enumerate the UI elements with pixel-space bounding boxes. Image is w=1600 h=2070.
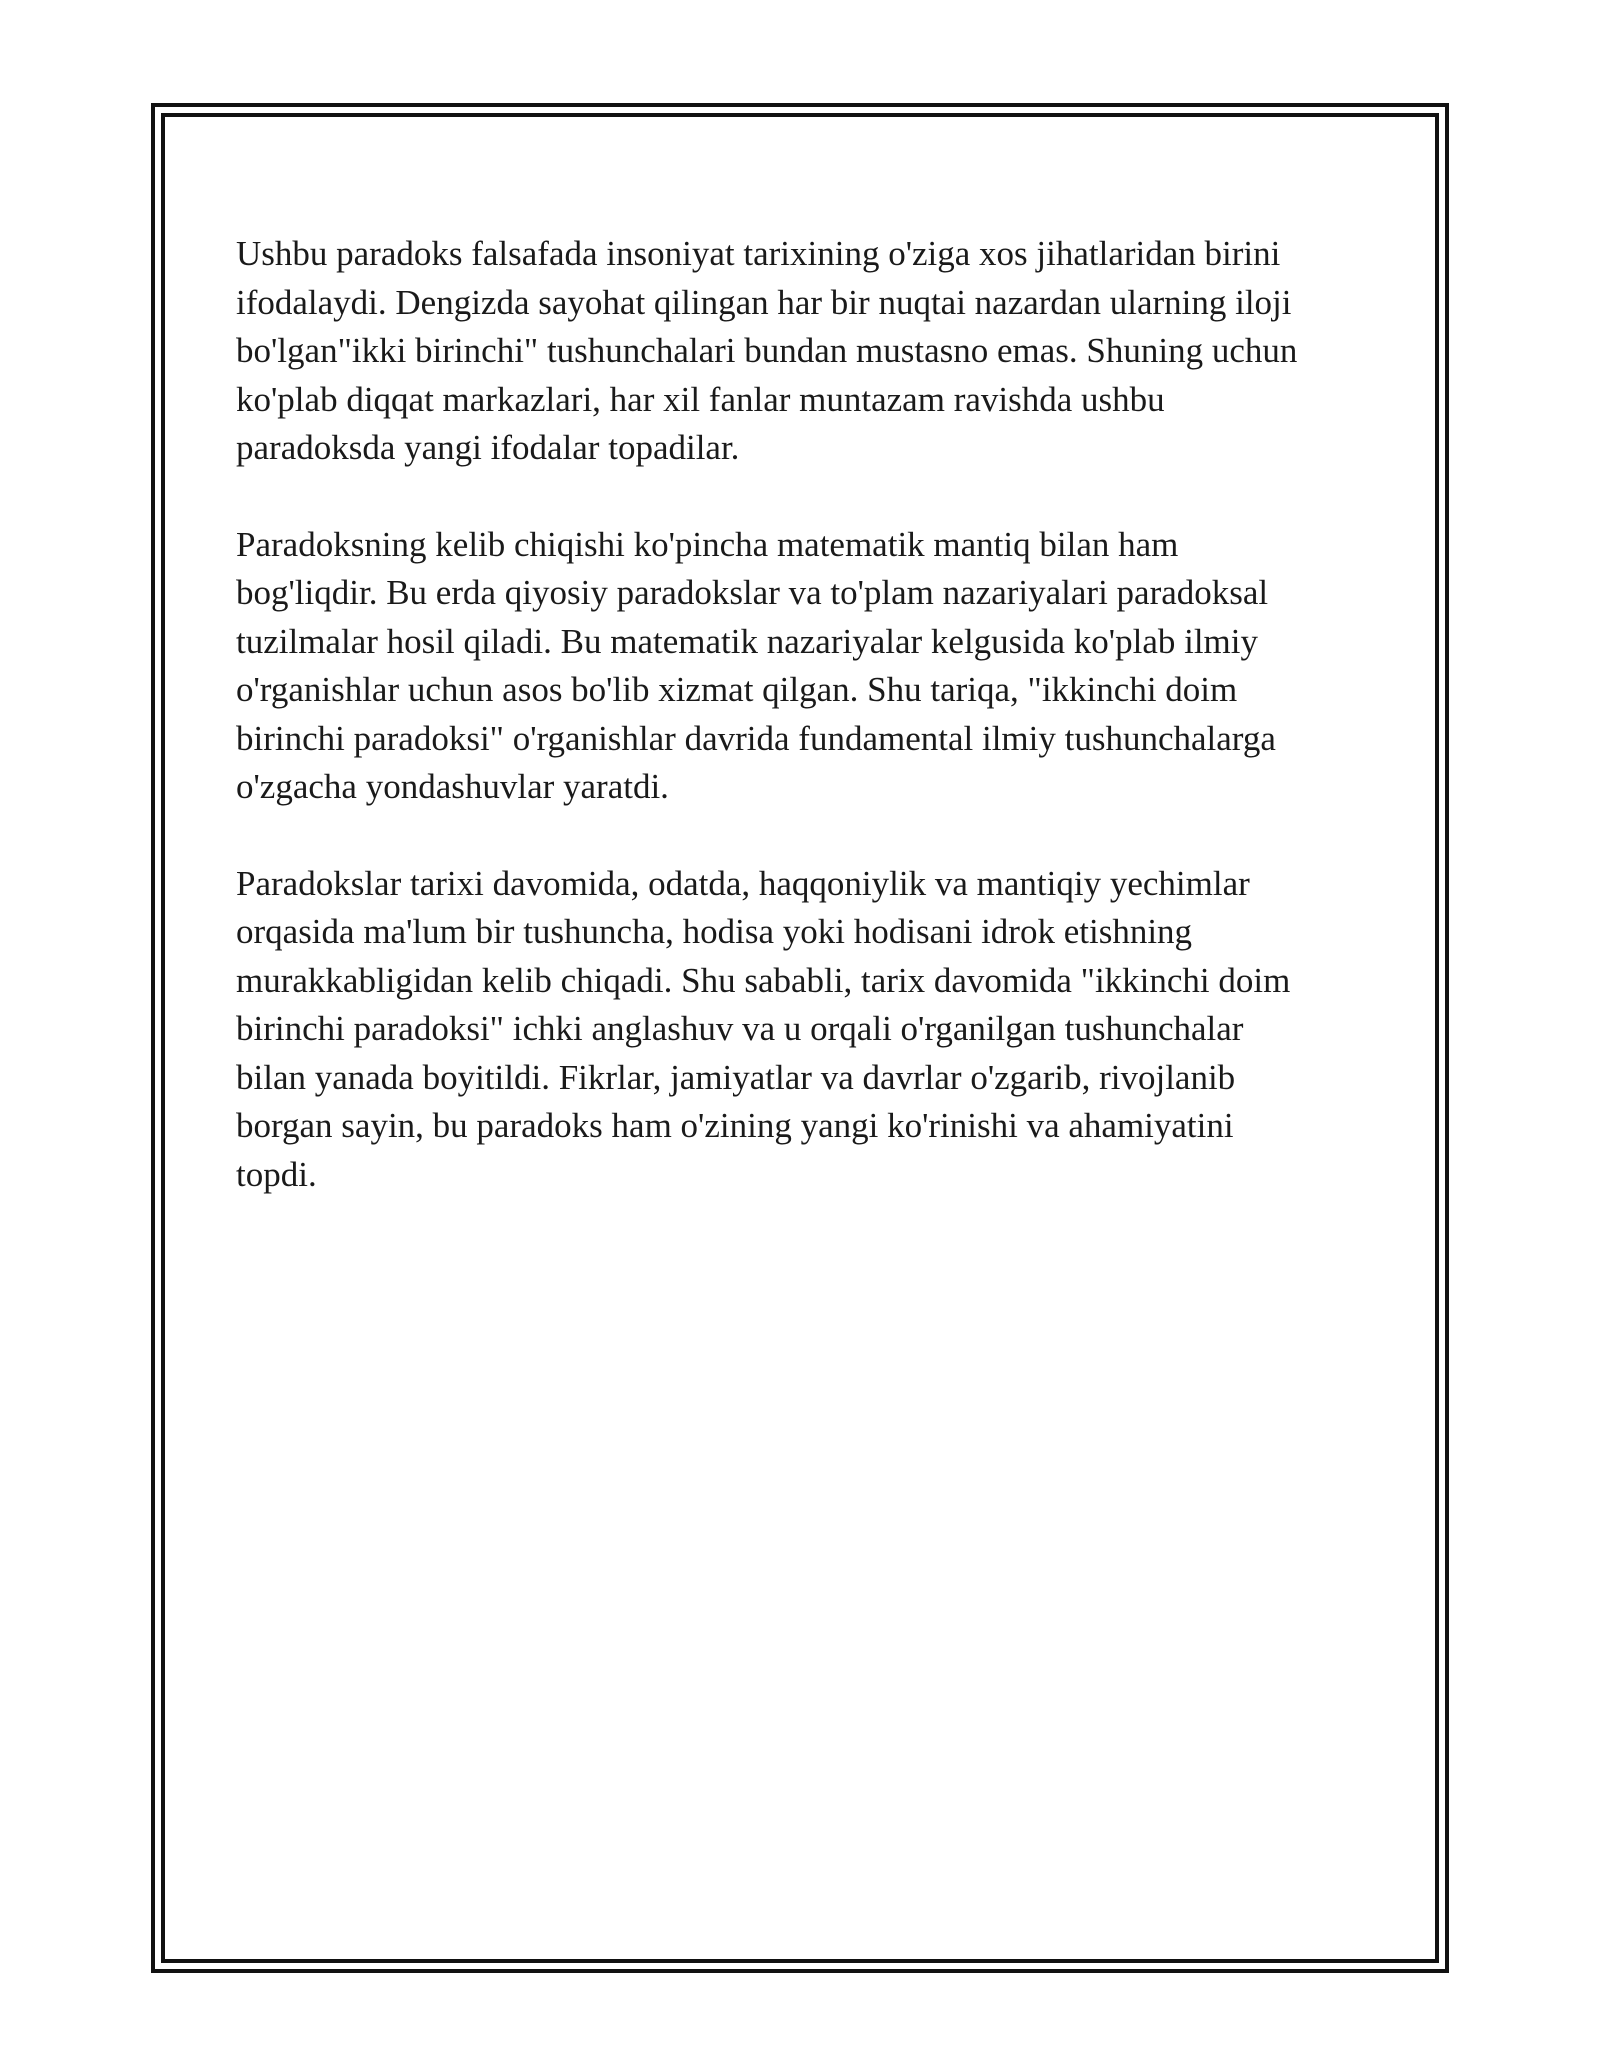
paragraph-1: Ushbu paradoks falsafada insoniyat tarixining o'ziga xos jihatlaridan birini ifodalaydi. Dengizda sayohat qilingan har bir nuqtai nazardan ularning iloji bo'lgan"ikki birinchi" tushunchalari bundan mustasno emas. Shuning uchun ko'plab diqqat markazlari, har xil fanlar muntazam ravishda ushbu paradoksda yangi ifodalar topadilar. [236,234,1298,467]
paragraph-2: Paradoksning kelib chiqishi ko'pincha matematik mantiq bilan ham bog'liqdir. Bu erda qiyosiy paradokslar va to'plam nazariyalari paradoksal tuzilmalar hosil qiladi. Bu matematik nazariyalar kelgusida ko'plab ilmiy o'rganishlar uchun asos bo'lib xizmat qilgan. Shu tariqa, "ikkinchi doim birinchi paradoksi" o'rganishlar davrida fundamental ilmiy tushunchalarga o'zgacha yondashuvlar yaratdi. [236,524,1276,806]
document-body [236,230,1361,1199]
paragraph-3: Paradokslar tarixi davomida, odatda, haqqoniylik va mantiqiy yechimlar orqasida ma'lum bir tushuncha, hodisa yoki hodisani idrok etishning murakkabligidan kelib chiqadi. Shu sababli, tarix davomida "ikkinchi doim birinchi paradoksi" ichki anglashuv va u orqali o'rganilgan tushunchalar bilan yanada boyitildi. Fikrlar, jamiyatlar va davrlar o'zgarib, rivojlanib borgan sayin, bu paradoks ham o'zining yangi ko'rinishi va ahamiyatini topdi. [236,863,1291,1194]
